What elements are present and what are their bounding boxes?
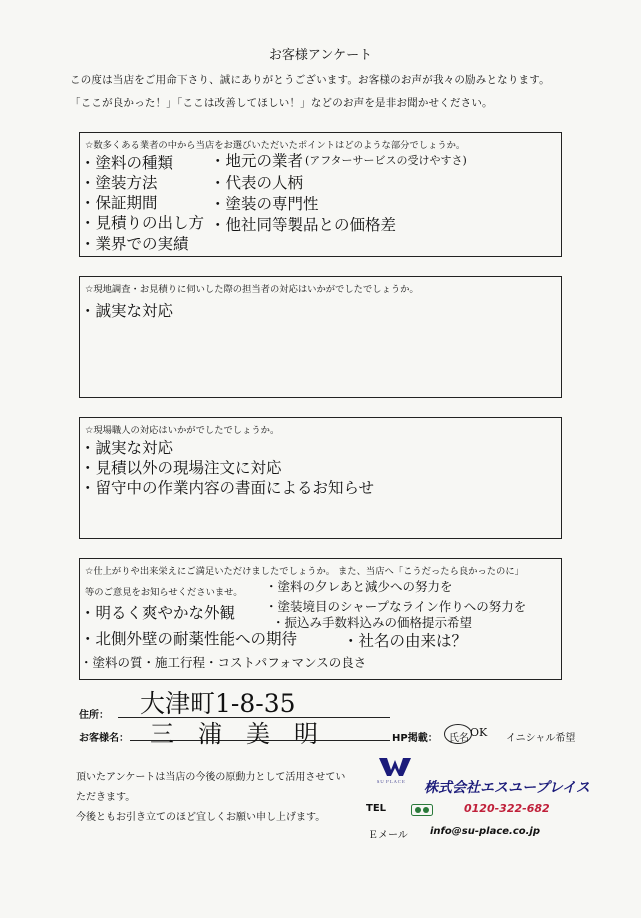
tel-number: 0120-322-682 [464, 802, 550, 815]
company-logo-icon [377, 756, 413, 778]
answer-1-right-4: ・他社同等製品との価格差 [210, 216, 397, 234]
question-box-1 [79, 132, 562, 257]
answer-4-2: ・明るく爽やかな外観 [80, 604, 236, 622]
answer-1-right-2: ・代表の人柄 [210, 174, 304, 192]
answer-4-5: ・北側外壁の耐薬性能への期待 [80, 630, 298, 648]
footer-line-2: ただきます。 [76, 792, 136, 803]
intro-line-1: この度は当店をご用命下さり、誠にありがとうございます。お客様のお声が我々の励みとなります。 [70, 74, 550, 86]
answer-4-1: ・塗料の夕レあと減少への努力を [265, 579, 453, 594]
hp-option-name: 氏名 [449, 733, 469, 744]
answer-1-left-1: ・塗料の種類 [80, 154, 174, 172]
answer-4-4: ・振込み手数料込みの価格提示希望 [272, 615, 473, 630]
intro-line-2: 「ここが良かった！」「ここは改善してほしい！」などのお声を是非お聞かせください。 [70, 97, 493, 109]
answer-4-3: ・塗装境目のシャープなライン作りへの努力を [265, 599, 527, 614]
answer-1-left-4: ・見積りの出し方 [80, 214, 205, 232]
footer-line-1: 頂いたアンケートは当店の今後の原動力として活用させてい [76, 772, 346, 783]
tel-label: TEL [366, 803, 387, 814]
hp-label: HP掲載： [392, 733, 438, 744]
email-address: info@su-place.co.jp [430, 826, 541, 837]
answer-1-left-2: ・塗装方法 [80, 174, 158, 192]
question-2-text: ☆現地調査・お見積りに伺いした際の担当者の対応はいかがでしたでしょうか。 [85, 284, 419, 295]
answer-3-3: ・留守中の作業内容の書面によるお知らせ [80, 479, 375, 497]
address-value: 大津町1-8-35 [140, 689, 296, 718]
answer-1-right-1-note: (アフターサービスの受けやすさ) [305, 154, 467, 167]
address-label: 住所： [79, 710, 109, 721]
company-logo-caption: ＳＵ ＰＬＡＣＥ [376, 779, 406, 784]
hp-option-initial: イニシャル希望 [506, 733, 576, 744]
question-box-3 [79, 417, 562, 539]
question-3-text: ☆現場職人の対応はいかがでしたでしょうか。 [85, 425, 280, 436]
email-label: Ｅメール [368, 830, 408, 841]
customer-value: 三 浦 美 明 [150, 720, 318, 748]
question-4-text-cont: 等のご意見をお知らせくださいませ。 [85, 587, 243, 598]
answer-3-1: ・誠実な対応 [80, 439, 174, 457]
company-name: 株式会社エスユープレイス [424, 780, 590, 796]
answer-1-left-3: ・保証期間 [80, 194, 158, 212]
question-1-text: ☆数多くある業者の中から当店をお選びいただいたポイントはどのような部分でしょうか。 [85, 140, 466, 151]
question-box-4 [79, 558, 562, 680]
answer-2-1: ・誠実な対応 [80, 302, 174, 320]
answer-3-2: ・見積以外の現場注文に対応 [80, 459, 282, 477]
hp-ok-mark: OK [470, 726, 488, 739]
answer-1-left-5: ・業界での実績 [80, 235, 189, 253]
answer-1-right-1: ・地元の業者 [210, 152, 304, 170]
customer-label: お客様名： [79, 733, 129, 744]
question-4-text: ☆仕上がりや出来栄えにご満足いただけましたでしょうか。 また、当店へ「こうだったら良かったのに」 [85, 566, 524, 577]
answer-1-right-3: ・塗装の専門性 [210, 195, 319, 213]
answer-4-6: ・社名の由来は？ [343, 632, 468, 650]
footer-line-3: 今後ともお引き立てのほど宜しくお願い申し上げます。 [76, 812, 326, 823]
question-box-2 [79, 276, 562, 398]
answer-4-7: ・塗料の質・施工行程・コストパフォマンスの良さ [80, 655, 367, 670]
freedial-icon [411, 801, 433, 813]
page-title: お客様アンケート [268, 48, 373, 63]
